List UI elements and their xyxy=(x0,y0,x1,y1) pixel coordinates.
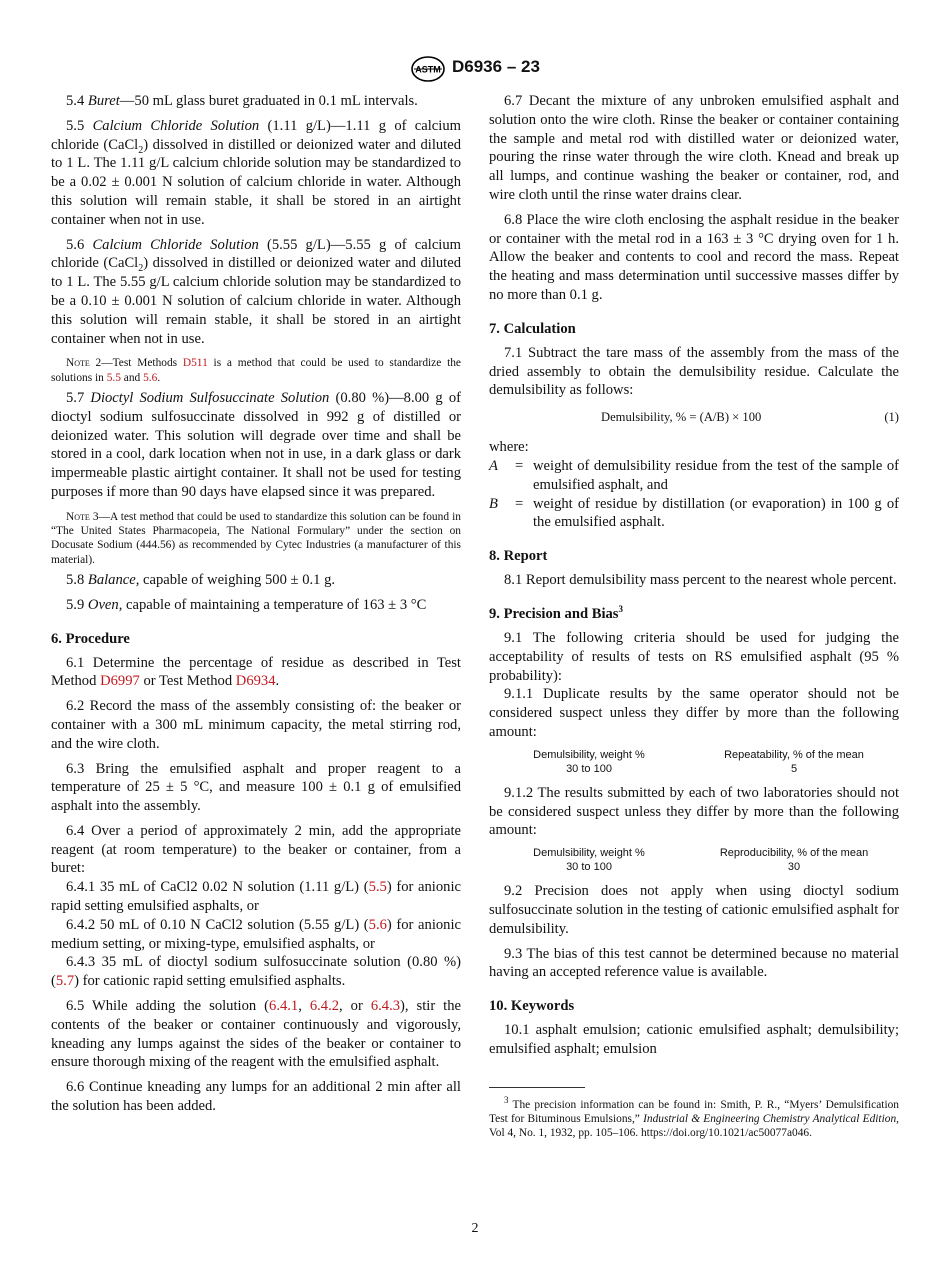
para-9-3: 9.3 The bias of this test cannot be determined because no material having an accepted reference value is available. xyxy=(489,945,899,981)
para-5-8: 5.8 Balance, capable of weighing 500 ± 0.1 g. xyxy=(66,571,336,588)
para-6-4-1: 6.4.1 35 mL of CaCl2 0.02 N solution (1.11 g/L) (5.5) for anionic rapid setting emulsified asphalts, or xyxy=(51,879,461,915)
page-header xyxy=(0,56,950,82)
para-5-9: 5.9 Oven, capable of maintaining a temperature of 163 ± 3 °C xyxy=(66,596,427,613)
para-9-1: 9.1 The following criteria should be used for judging the acceptability of results of tests on RS emulsified asphalt (95 % probability): xyxy=(489,629,899,684)
equation-1 xyxy=(489,406,899,430)
ref-d6997-link[interactable]: D6997 xyxy=(100,673,140,690)
document-designation: D6936 – 23 xyxy=(452,57,540,76)
equation-number: (1) xyxy=(884,410,899,425)
para-6-6: 6.6 Continue kneading any lumps for an additional 2 min after all the solution has been added. xyxy=(51,1079,461,1115)
para-9-1-2: 9.1.2 The results submitted by each of two laboratories should not be considered suspect unless they differ by more than the following amount: xyxy=(489,784,899,839)
ref-d6934-link[interactable]: D6934 xyxy=(235,673,276,690)
section-9-heading: 9. Precision and Bias$^3$ xyxy=(489,604,623,622)
footnote-marker[interactable]: 3 xyxy=(618,604,623,615)
para-6-4-2: 6.4.2 50 mL of 0.10 N CaCl2 solution (5.55 g/L) (5.6) for anionic medium setting, or mixing-type, emulsified asphalts, or xyxy=(51,916,461,952)
section-7-heading: 7. Calculation xyxy=(489,320,576,337)
definition-b: B = weight of residue by distillation (or evaporation) in 100 g of the emulsified asphalt. xyxy=(489,495,899,531)
footnote-3: $^3$ The precision information can be found in: Smith, P. R., “Myers’ Demulsification Test for Bituminous Emulsions,” Industrial & Engineering Chemistry Analytical Edition, Vol 4, No. 1, 1932, pp. 105–106. https://doi.org/10.1021/ac50077a046. xyxy=(489,1094,900,1140)
para-5-4: 5.4 Buret—50 mL glass buret graduated in 0.1 mL intervals. xyxy=(66,93,418,109)
ref-5-7-link[interactable]: 5.7 xyxy=(55,973,75,990)
svg-text:ASTM: ASTM xyxy=(415,64,441,75)
para-5-5: 5.5 Calcium Chloride Solution (1.11 g/L)—1.11 g of calcium chloride (CaCl$_2$) dissolved in distilled or deionized water and diluted to 1 L. The 1.11 g/L calcium chloride solution may be standardized to be a 0.02 ± 0.001 N solution of calcium chloride in water. Although this solution will remain stable, it shall be stored in an airtight container when not in use. xyxy=(51,117,462,228)
equation-expression: Demulsibility, % = (A/B) × 100 xyxy=(601,410,762,425)
left-column xyxy=(51,92,461,1116)
para-6-2: 6.2 Record the mass of the assembly consisting of: the beaker or container with a 300 mL minimum capacity, the metal stirring rod, and the wire cloth. xyxy=(51,698,461,752)
astm-logo-icon xyxy=(410,56,446,82)
page-number: 2 xyxy=(471,1221,479,1236)
ref-5-5-link[interactable]: 5.5 xyxy=(106,371,121,384)
section-6-heading: 6. Procedure xyxy=(51,630,130,647)
ref-5-6-link[interactable]: 5.6 xyxy=(143,371,158,384)
footnote-divider xyxy=(489,1087,585,1088)
definition-a: A = weight of demulsibility residue from the test of the sample of emulsified asphalt, and xyxy=(489,457,899,493)
note-2: Note 2—Test Methods D511 is a method that could be used to standardize the solutions in 5.5 and 5.6. xyxy=(51,357,461,384)
para-6-4-3: 6.4.3 35 mL of dioctyl sodium sulfosuccinate solution (0.80 %) (5.7) for cationic rapid setting emulsified asphalts. xyxy=(51,954,461,990)
section-10-heading: 10. Keywords xyxy=(489,998,575,1015)
para-9-2: 9.2 Precision does not apply when using dioctyl sodium sulfosuccinate solution in the testing of cationic emulsified asphalt for demulsibility. xyxy=(489,883,899,937)
section-8-heading: 8. Report xyxy=(489,548,548,565)
right-column xyxy=(489,92,899,1141)
para-6-4: 6.4 Over a period of approximately 2 min, add the appropriate reagent (at room temperature) to the beaker or container, from a buret: xyxy=(51,822,461,877)
para-6-7: 6.7 Decant the mixture of any unbroken emulsified asphalt and solution onto the wire cloth. Rinse the beaker or container containing the sample and metal rod with distilled water or deionized water, pouring the rinse water through the wire cloth. Knead and break up all lumps, and continue washing the beaker or container, rod, and wire cloth until the rinse water drains clear. xyxy=(489,93,899,203)
ref-5-5-link[interactable]: 5.5 xyxy=(368,879,387,896)
para-6-1: 6.1 Determine the percentage of residue as described in Test Method D6997 or Test Method D6934. xyxy=(51,654,461,690)
note-3: Note 3—A test method that could be used to standardize this solution can be found in “The United States Pharmacopeia, The National Formulary” under the section on Docusate Sodium (444.56) as recommended by Cytec Industries (a manufacturer of this material). xyxy=(51,510,461,566)
ref-6-4-3-link[interactable]: 6.4.3 xyxy=(370,998,401,1015)
repeatability-table: Demulsibility, weight % 30 to 100 Repeatability, % of the mean 5 xyxy=(533,748,864,775)
para-6-3: 6.3 Bring the emulsified asphalt and proper reagent to a temperature of 25 ± 5 °C, and measure 100 ± 0.1 g of emulsified asphalt into the assembly. xyxy=(51,760,461,815)
para-8-1: 8.1 Report demulsibility mass percent to the nearest whole percent. xyxy=(504,572,897,589)
where-label: where: xyxy=(489,439,529,456)
para-6-5: 6.5 While adding the solution (6.4.1, 6.4.2, or 6.4.3), stir the contents of the beaker or container continuously and vigorously, kneading any lumps against the sides of the beaker or container to ensure thorough mixing of the reagent with the emulsified asphalt. xyxy=(51,998,461,1071)
para-5-6: 5.6 Calcium Chloride Solution (5.55 g/L)—5.55 g of calcium chloride (CaCl$_2$) dissolved in distilled or deionized water and diluted to 1 L. The 5.55 g/L calcium chloride solution may be standardized to be a 0.10 ± 0.001 N solution of calcium chloride in water. Although this solution will remain stable, it shall be stored in an airtight container when not in use. xyxy=(51,236,462,347)
para-6-8: 6.8 Place the wire cloth enclosing the asphalt residue in the beaker or container with the metal rod in a 163 ± 3 °C drying oven for 1 h. Allow the beaker and contents to cool and record the mass. Repeat the heating and mass determination until successive masses differ by no more than 0.1 g. xyxy=(489,211,899,303)
para-10-1: 10.1 asphalt emulsion; cationic emulsified asphalt; demulsibility; emulsified asphalt; emulsion xyxy=(489,1022,899,1057)
reproducibility-table: Demulsibility, weight % 30 to 100 Reproducibility, % of the mean 30 xyxy=(533,847,869,874)
para-5-7: 5.7 Dioctyl Sodium Sulfosuccinate Solution (0.80 %)—8.00 g of dioctyl sodium sulfosuccinate dissolved in 992 g of distilled or deionized water. This solution will degrade over time and shall be stored in a cool, dark location when not in use, in a dark glass or dark impermeable plastic airtight container. It shall not be used for testing purposes if more than 90 days have elapsed since it was prepared. xyxy=(51,389,461,500)
para-7-1: 7.1 Subtract the tare mass of the assembly from the mass of the dried assembly to obtain the demulsibility residue. Calculate the demulsibility as follows: xyxy=(489,344,899,399)
ref-5-6-link[interactable]: 5.6 xyxy=(368,916,387,933)
ref-6-4-1-link[interactable]: 6.4.1 xyxy=(269,998,299,1015)
para-9-1-1: 9.1.1 Duplicate results by the same operator should not be considered suspect unless they differ by more than the following amount: xyxy=(489,686,899,740)
ref-6-4-2-link[interactable]: 6.4.2 xyxy=(309,998,340,1015)
ref-d511-link[interactable]: D511 xyxy=(182,357,208,370)
